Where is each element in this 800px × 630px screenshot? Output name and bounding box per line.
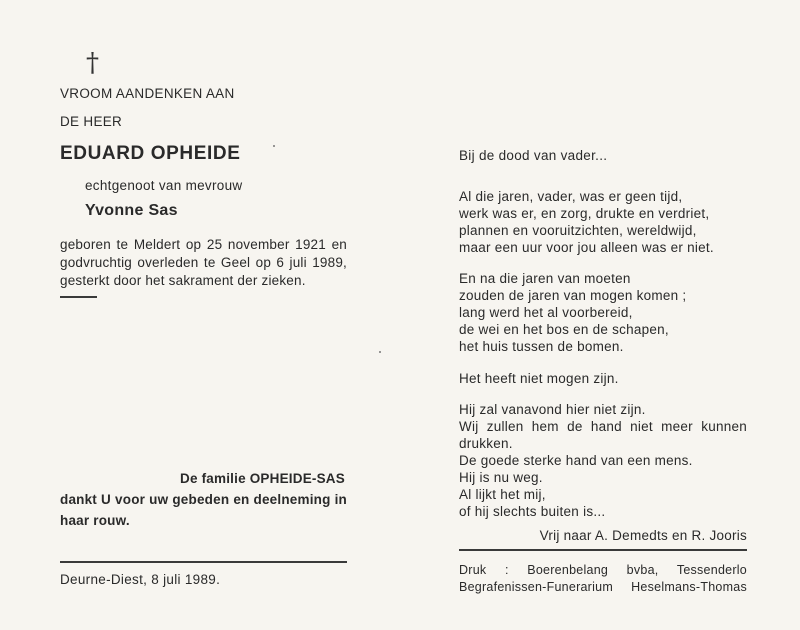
poem-line: Al die jaren, vader, was er geen tijd, bbox=[459, 189, 683, 204]
poem-opening: Bij de dood van vader... bbox=[459, 148, 608, 163]
paper-speck bbox=[379, 351, 381, 353]
poem-line: de wei en het bos en de schapen, bbox=[459, 322, 669, 337]
bio-line: gesterkt door het sakrament der zieken. bbox=[60, 273, 306, 288]
cross-icon: † bbox=[86, 48, 99, 78]
printer-line-1: Druk : Boerenbelang bvba, Tessenderlo bbox=[459, 563, 747, 577]
bio-line: geboren te Meldert op 25 november 1921 en bbox=[60, 237, 347, 252]
long-divider-right bbox=[459, 549, 747, 551]
biography bbox=[60, 236, 347, 290]
poem-attribution: Vrij naar A. Demedts en R. Jooris bbox=[539, 528, 747, 543]
intro-line-1: VROOM AANDENKEN AAN bbox=[60, 86, 235, 101]
printer-info bbox=[459, 562, 747, 596]
family-line-2: dankt U voor uw gebeden en deelneming in bbox=[60, 492, 347, 507]
family-thanks bbox=[60, 470, 347, 530]
poem-line: Al lijkt het mij, bbox=[459, 487, 546, 502]
short-divider bbox=[60, 296, 97, 298]
long-divider-left bbox=[60, 561, 347, 563]
poem-line: zouden de jaren van mogen komen ; bbox=[459, 288, 687, 303]
poem-line: of hij slechts buiten is... bbox=[459, 504, 606, 519]
family-name: OPHEIDE-SAS bbox=[249, 471, 345, 486]
family-line-1 bbox=[60, 470, 347, 488]
poem-line: Hij zal vanavond hier niet zijn. bbox=[459, 402, 646, 417]
family-line-3: haar rouw. bbox=[60, 513, 130, 528]
deceased-name: EDUARD OPHEIDE bbox=[60, 143, 241, 164]
spouse-name: Yvonne Sas bbox=[85, 202, 178, 219]
poem-line: plannen en vooruitzichten, wereldwijd, bbox=[459, 223, 697, 238]
printer-line-2: Begrafenissen-Funerarium Heselmans-Thomas bbox=[459, 580, 747, 594]
poem-line: Wij zullen hem de hand niet meer kunnen bbox=[459, 419, 747, 434]
poem-line: werk was er, en zorg, drukte en verdriet, bbox=[459, 206, 710, 221]
bio-line: godvruchtig overleden te Geel op 6 juli 1989, bbox=[60, 255, 347, 270]
poem-line: lang werd het al voorbereid, bbox=[459, 305, 633, 320]
intro-line-2: DE HEER bbox=[60, 114, 123, 129]
poem-stanza-2 bbox=[459, 270, 747, 355]
poem-line: De goede sterke hand van een mens. bbox=[459, 453, 693, 468]
family-prefix: De familie bbox=[180, 471, 250, 486]
place-date: Deurne-Diest, 8 juli 1989. bbox=[60, 572, 221, 587]
paper-speck bbox=[273, 145, 275, 147]
poem-line: het huis tussen de bomen. bbox=[459, 339, 624, 354]
poem-line: drukken. bbox=[459, 436, 513, 451]
poem-line: Hij is nu weg. bbox=[459, 470, 543, 485]
poem-line: En na die jaren van moeten bbox=[459, 271, 631, 286]
poem-line: maar een uur voor jou alleen was er niet. bbox=[459, 240, 714, 255]
poem-stanza-3: Het heeft niet mogen zijn. bbox=[459, 371, 619, 386]
poem-stanza-4 bbox=[459, 401, 747, 520]
poem-stanza-1 bbox=[459, 188, 747, 256]
spouse-intro: echtgenoot van mevrouw bbox=[85, 178, 243, 193]
